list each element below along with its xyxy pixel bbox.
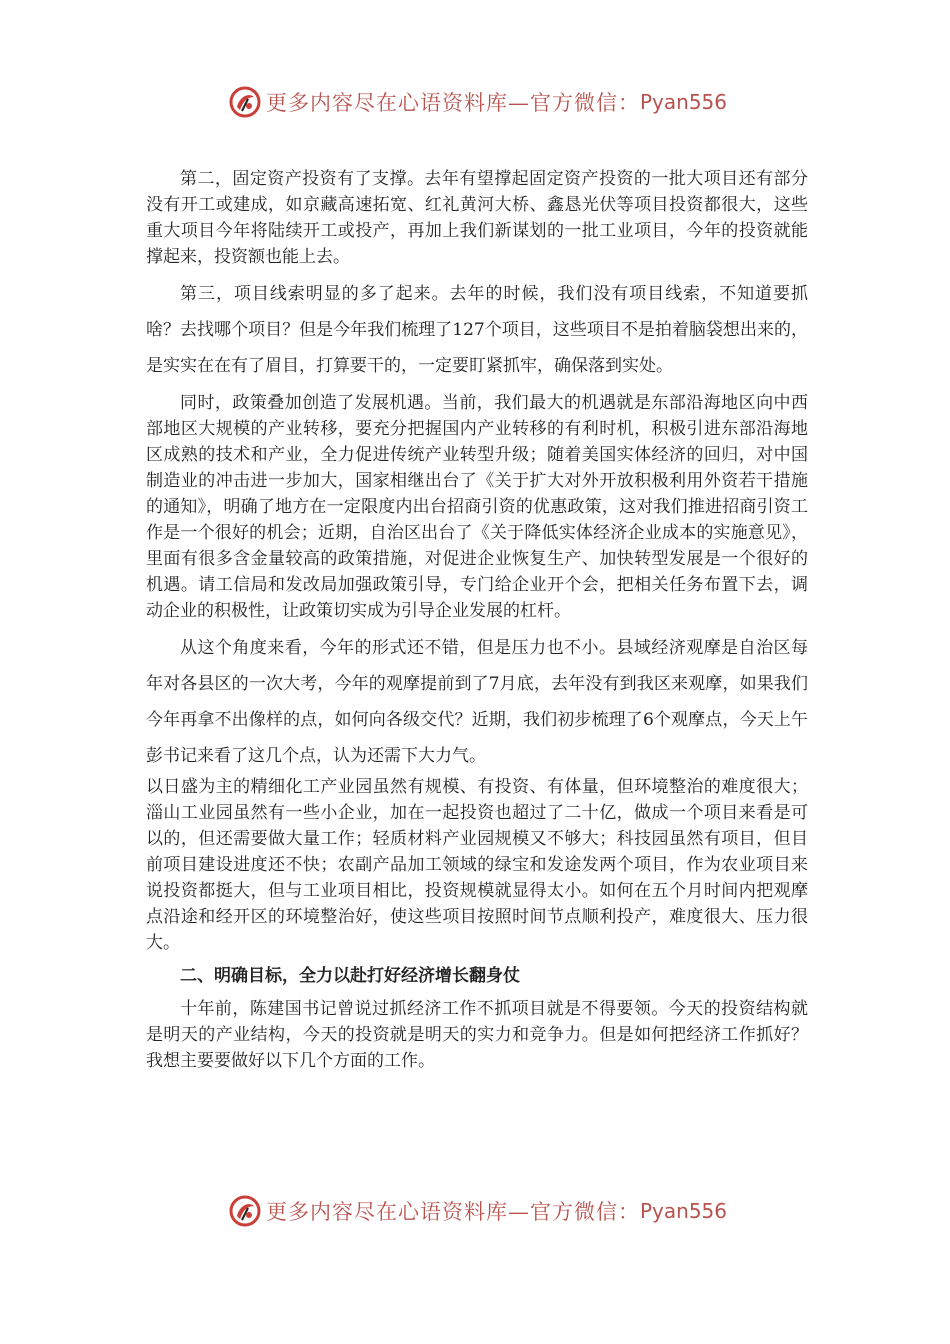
banner-wechat-id: Pyan556: [640, 1199, 728, 1223]
banner-text: 更多内容尽在心语资料库—官方微信：: [266, 91, 640, 115]
paragraph-observation-points: 以日盛为主的精细化工产业园虽然有规模、有投资、有体量，但环境整治的难度很大；淄山工业园虽然有一些小企业，加在一起投资也超过了二十亿，做成一个项目来看是可以的，但还需要做大量工作；轻质材料产业园规模又不够大；科技园虽然有项目，但目前项目建设进度还不快；农副产品加工领域的绿宝和发途发两个项目，作为农业项目来说投资都挺大，但与工业项目相比，投资规模就显得太小。如何在五个月时间内把观摩点沿途和经开区的环境整治好，使这些项目按照时间节点顺利投产，难度很大、压力很大。: [146, 777, 808, 953]
banner-text: 更多内容尽在心语资料库—官方微信：: [266, 1200, 640, 1224]
document-body: [146, 166, 808, 1074]
paragraph-project-leads: 第三，项目线索明显的多了起来。去年的时候，我们没有项目线索，不知道要抓啥？去找哪个项目？但是今年我们梳理了127个项目，这些项目不是拍着脑袋想出来的，是实实在在有了眉目，打算要干的，一定要盯紧抓牢，确保落到实处。: [146, 284, 808, 376]
paragraph-fixed-asset: 第二，固定资产投资有了支撑。去年有望撑起固定资产投资的一批大项目还有部分没有开工或建成，如京藏高速拓宽、红礼黄河大桥、鑫恳光伏等项目投资都很大，这些重大项目今年将陆续开工或投产，再加上我们新谋划的一批工业项目，今年的投资就能撑起来，投资额也能上去。: [146, 169, 808, 267]
header-banner: [228, 84, 768, 120]
paragraph-pressure: 从这个角度来看，今年的形式还不错，但是压力也不小。县域经济观摩是自治区每年对各县区的一次大考，今年的观摩提前到了7月底，去年没有到我区来观摩，如果我们今年再拿不出像样的点，如何向各级交代？近期，我们初步梳理了6个观摩点，今天上午彭书记来看了这几个点，认为还需下大力气。: [146, 638, 808, 766]
section-heading: 二、明确目标，全力以赴打好经济增长翻身仗: [180, 966, 520, 986]
red-swirl-logo-icon: [228, 1194, 262, 1228]
footer-banner: [228, 1193, 768, 1229]
banner-wechat-id: Pyan556: [640, 90, 728, 114]
paragraph-policy-opportunity: 同时，政策叠加创造了发展机遇。当前，我们最大的机遇就是东部沿海地区向中西部地区大规模的产业转移，要充分把握国内产业转移的有利时机，积极引进东部沿海地区成熟的技术和产业，全力促进传统产业转型升级；随着美国实体经济的回归，对中国制造业的冲击进一步加大，国家相继出台了《关于扩大对外开放积极利用外资若干措施的通知》，明确了地方在一定限度内出台招商引资的优惠政策，这对我们推进招商引资工作是一个很好的机会；近期，自治区出台了《关于降低实体经济企业成本的实施意见》，里面有很多含金量较高的政策措施，对促进企业恢复生产、加快转型发展是一个很好的机遇。请工信局和发改局加强政策引导，专门给企业开个会，把相关任务布置下去，调动企业的积极性，让政策切实成为引导企业发展的杠杆。: [146, 393, 808, 621]
paragraph-ten-years-ago: 十年前，陈建国书记曾说过抓经济工作不抓项目就是不得要领。今天的投资结构就是明天的产业结构，今天的投资就是明天的实力和竞争力。但是如何把经济工作抓好？我想主要要做好以下几个方面的工作。: [146, 999, 808, 1071]
red-swirl-logo-icon: [228, 85, 262, 119]
